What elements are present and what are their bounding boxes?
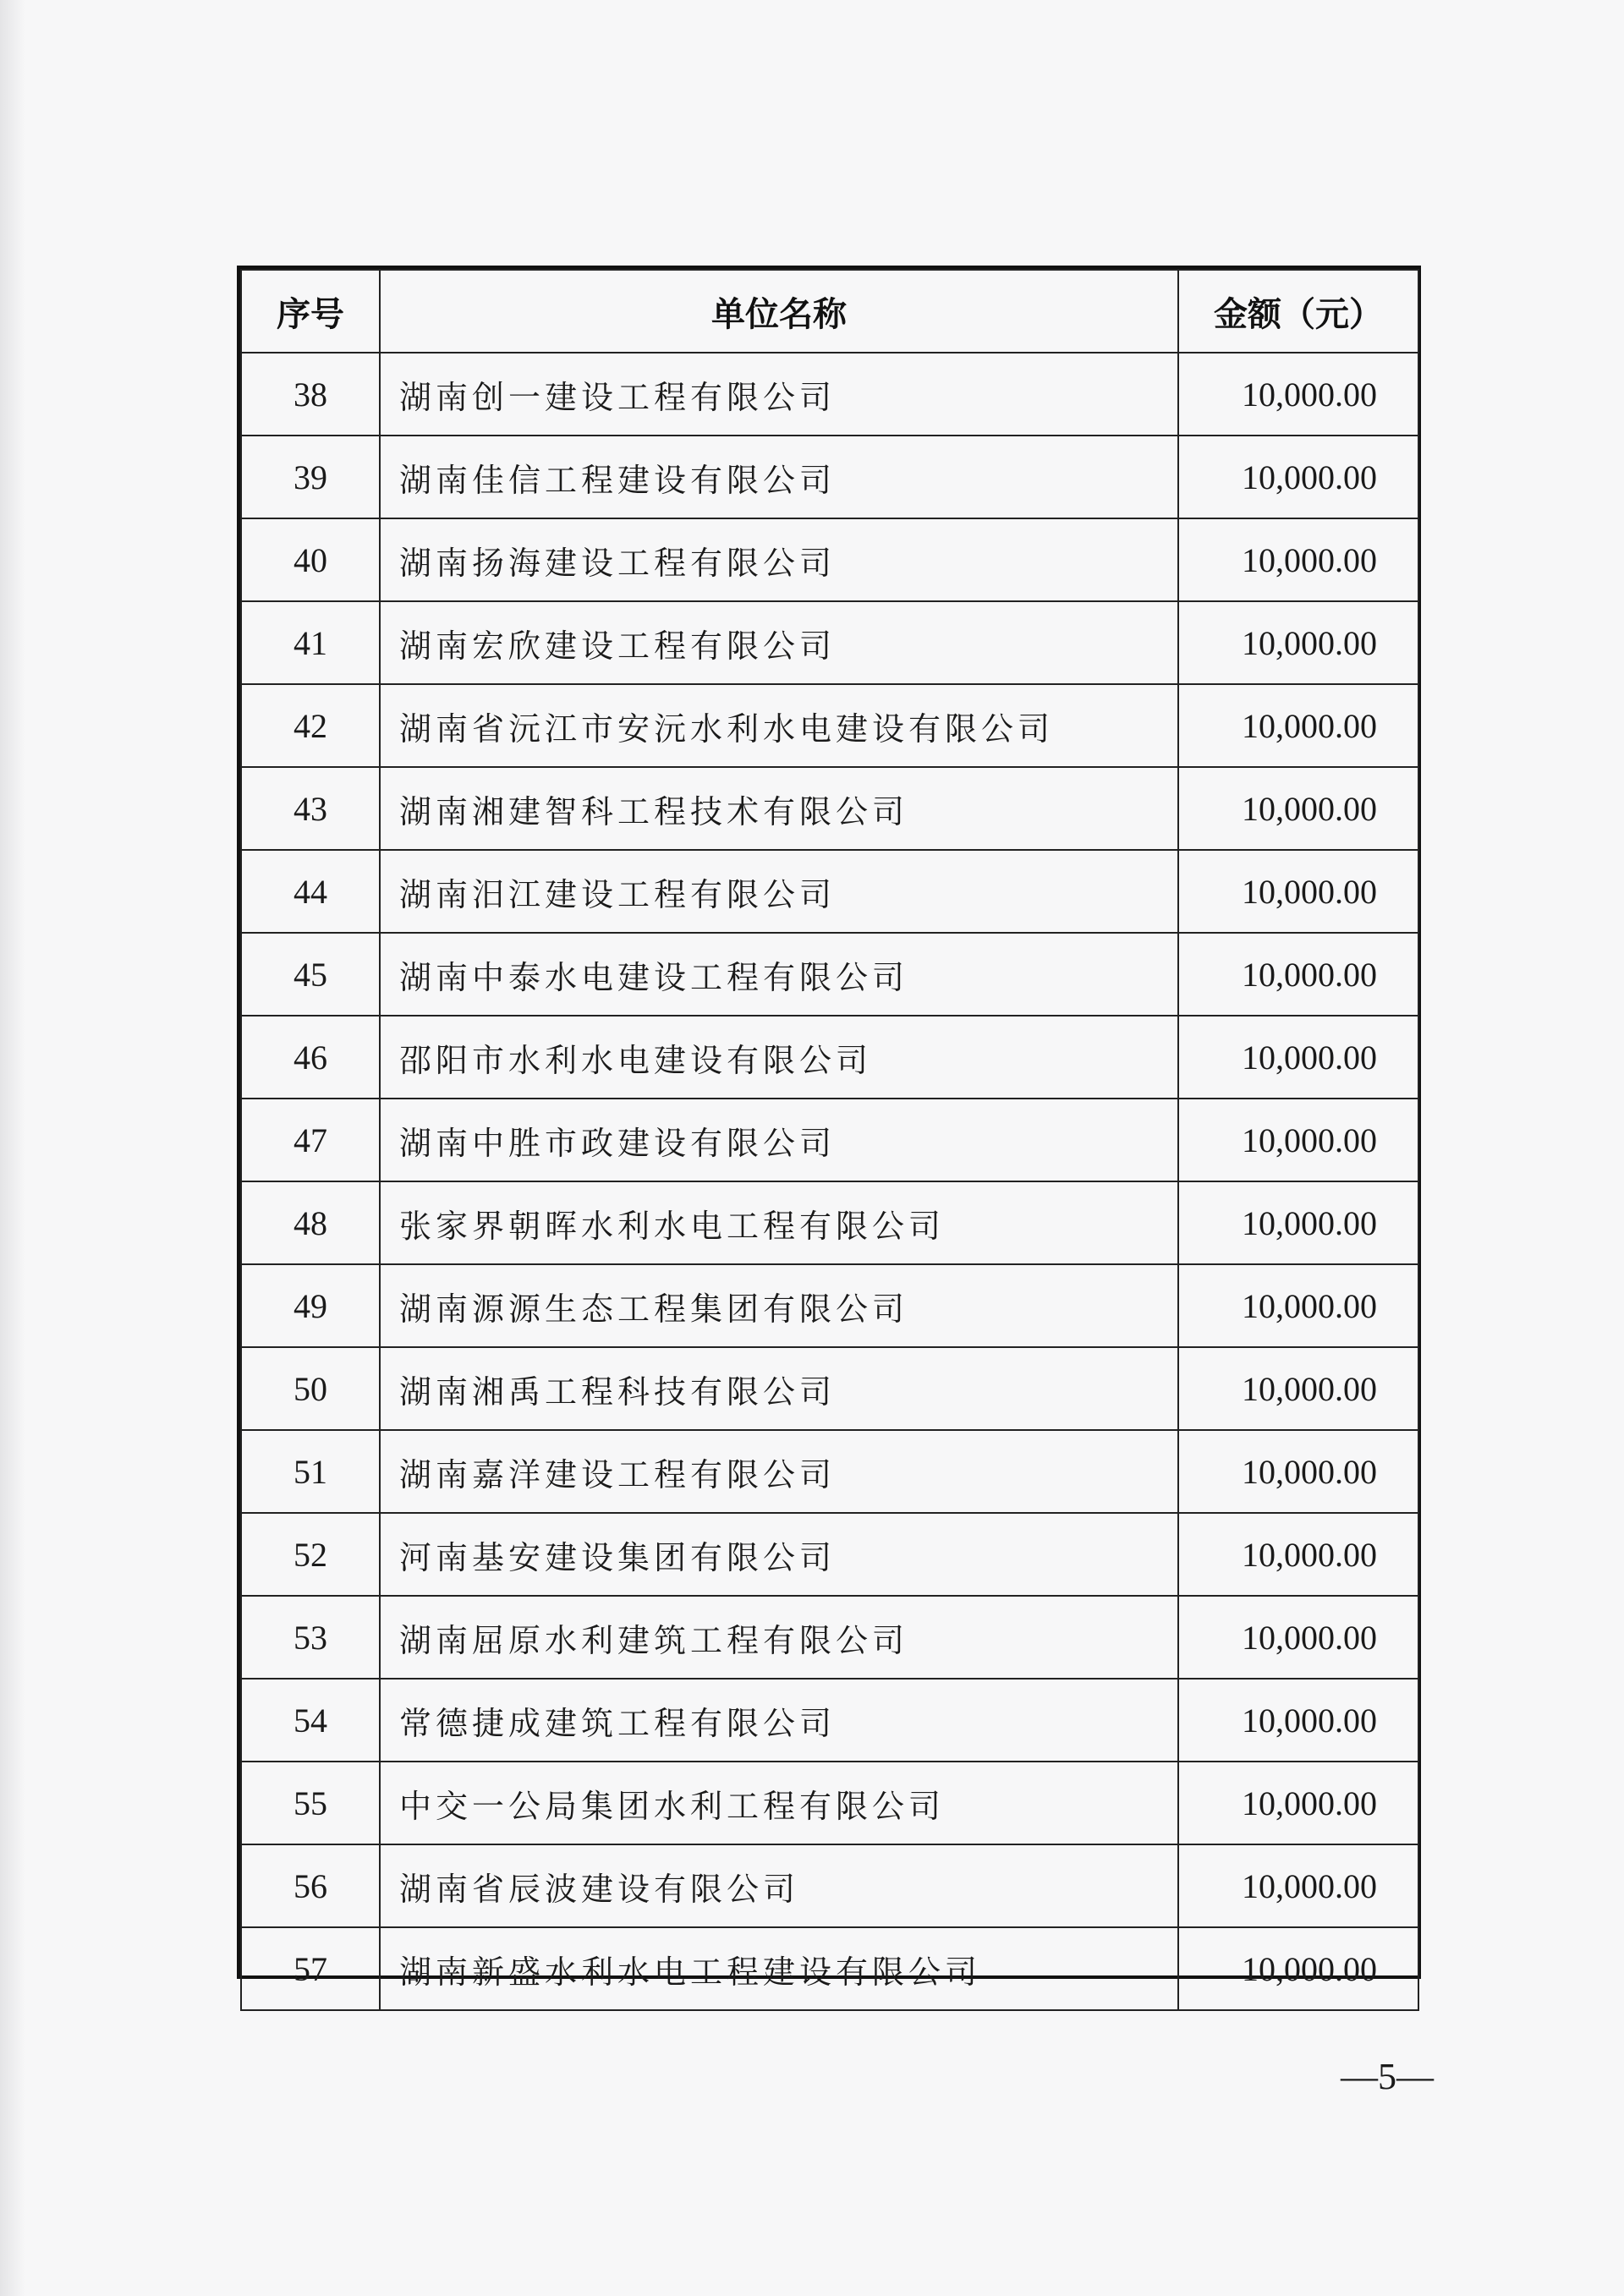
row-amount: 10,000.00	[1178, 850, 1418, 933]
row-amount: 10,000.00	[1178, 1181, 1418, 1264]
row-amount: 10,000.00	[1178, 436, 1418, 518]
row-amount: 10,000.00	[1178, 1762, 1418, 1844]
table-row	[241, 767, 1418, 850]
table-row	[241, 1430, 1418, 1513]
table-row	[241, 1016, 1418, 1099]
table-row	[241, 1513, 1418, 1596]
row-amount: 10,000.00	[1178, 684, 1418, 767]
row-seq: 45	[241, 933, 380, 1016]
row-seq: 56	[241, 1844, 380, 1927]
row-seq: 40	[241, 518, 380, 601]
row-unit-name: 湖南源源生态工程集团有限公司	[380, 1264, 1178, 1347]
header-seq: 序号	[241, 270, 380, 353]
table-header-row	[241, 270, 1418, 353]
row-unit-name: 河南基安建设集团有限公司	[380, 1513, 1178, 1596]
row-unit-name: 湖南汨江建设工程有限公司	[380, 850, 1178, 933]
row-unit-name: 湖南湘建智科工程技术有限公司	[380, 767, 1178, 850]
row-seq: 54	[241, 1679, 380, 1762]
row-amount: 10,000.00	[1178, 518, 1418, 601]
row-seq: 41	[241, 601, 380, 684]
row-unit-name: 湖南嘉洋建设工程有限公司	[380, 1430, 1178, 1513]
row-seq: 47	[241, 1099, 380, 1181]
row-amount: 10,000.00	[1178, 1844, 1418, 1927]
row-amount: 10,000.00	[1178, 1430, 1418, 1513]
row-seq: 46	[241, 1016, 380, 1099]
table-row	[241, 1679, 1418, 1762]
table-row	[241, 1181, 1418, 1264]
row-seq: 51	[241, 1430, 380, 1513]
row-unit-name: 湖南新盛水利水电工程建设有限公司	[380, 1927, 1178, 2010]
table-row	[241, 518, 1418, 601]
row-seq: 52	[241, 1513, 380, 1596]
header-unit-name: 单位名称	[380, 270, 1178, 353]
row-unit-name: 湖南湘禹工程科技有限公司	[380, 1347, 1178, 1430]
row-amount: 10,000.00	[1178, 1596, 1418, 1679]
row-unit-name: 湖南屈原水利建筑工程有限公司	[380, 1596, 1178, 1679]
row-unit-name: 湖南创一建设工程有限公司	[380, 353, 1178, 436]
row-seq: 53	[241, 1596, 380, 1679]
table-row	[241, 1264, 1418, 1347]
row-unit-name: 中交一公局集团水利工程有限公司	[380, 1762, 1178, 1844]
table-row	[241, 1762, 1418, 1844]
row-amount: 10,000.00	[1178, 1264, 1418, 1347]
row-unit-name: 邵阳市水利水电建设有限公司	[380, 1016, 1178, 1099]
row-seq: 49	[241, 1264, 380, 1347]
row-seq: 42	[241, 684, 380, 767]
row-unit-name: 张家界朝晖水利水电工程有限公司	[380, 1181, 1178, 1264]
row-seq: 57	[241, 1927, 380, 2010]
table-row	[241, 933, 1418, 1016]
header-amount: 金额（元）	[1178, 270, 1418, 353]
scan-page-edge	[0, 0, 25, 2296]
page-number: —5—	[1341, 2056, 1434, 2097]
table-row	[241, 436, 1418, 518]
row-unit-name: 湖南省辰波建设有限公司	[380, 1844, 1178, 1927]
table-row	[241, 1099, 1418, 1181]
table-body	[241, 353, 1418, 2010]
row-amount: 10,000.00	[1178, 601, 1418, 684]
row-amount: 10,000.00	[1178, 1679, 1418, 1762]
funding-table	[240, 269, 1419, 2011]
row-unit-name: 湖南中泰水电建设工程有限公司	[380, 933, 1178, 1016]
row-unit-name: 湖南中胜市政建设有限公司	[380, 1099, 1178, 1181]
row-seq: 38	[241, 353, 380, 436]
row-amount: 10,000.00	[1178, 1016, 1418, 1099]
row-amount: 10,000.00	[1178, 353, 1418, 436]
row-amount: 10,000.00	[1178, 1099, 1418, 1181]
row-amount: 10,000.00	[1178, 933, 1418, 1016]
row-seq: 43	[241, 767, 380, 850]
row-unit-name: 湖南宏欣建设工程有限公司	[380, 601, 1178, 684]
table-row	[241, 850, 1418, 933]
table-row	[241, 1596, 1418, 1679]
row-seq: 48	[241, 1181, 380, 1264]
row-amount: 10,000.00	[1178, 1347, 1418, 1430]
row-amount: 10,000.00	[1178, 767, 1418, 850]
row-amount: 10,000.00	[1178, 1513, 1418, 1596]
row-seq: 50	[241, 1347, 380, 1430]
table-row	[241, 353, 1418, 436]
table-row	[241, 684, 1418, 767]
row-unit-name: 常德捷成建筑工程有限公司	[380, 1679, 1178, 1762]
row-amount: 10,000.00	[1178, 1927, 1418, 2010]
row-unit-name: 湖南佳信工程建设有限公司	[380, 436, 1178, 518]
table-row	[241, 1347, 1418, 1430]
table-row	[241, 1927, 1418, 2010]
table-row	[241, 601, 1418, 684]
table-row	[241, 1844, 1418, 1927]
row-unit-name: 湖南扬海建设工程有限公司	[380, 518, 1178, 601]
row-seq: 39	[241, 436, 380, 518]
row-unit-name: 湖南省沅江市安沅水利水电建设有限公司	[380, 684, 1178, 767]
row-seq: 55	[241, 1762, 380, 1844]
row-seq: 44	[241, 850, 380, 933]
funding-table-container	[237, 266, 1421, 1991]
